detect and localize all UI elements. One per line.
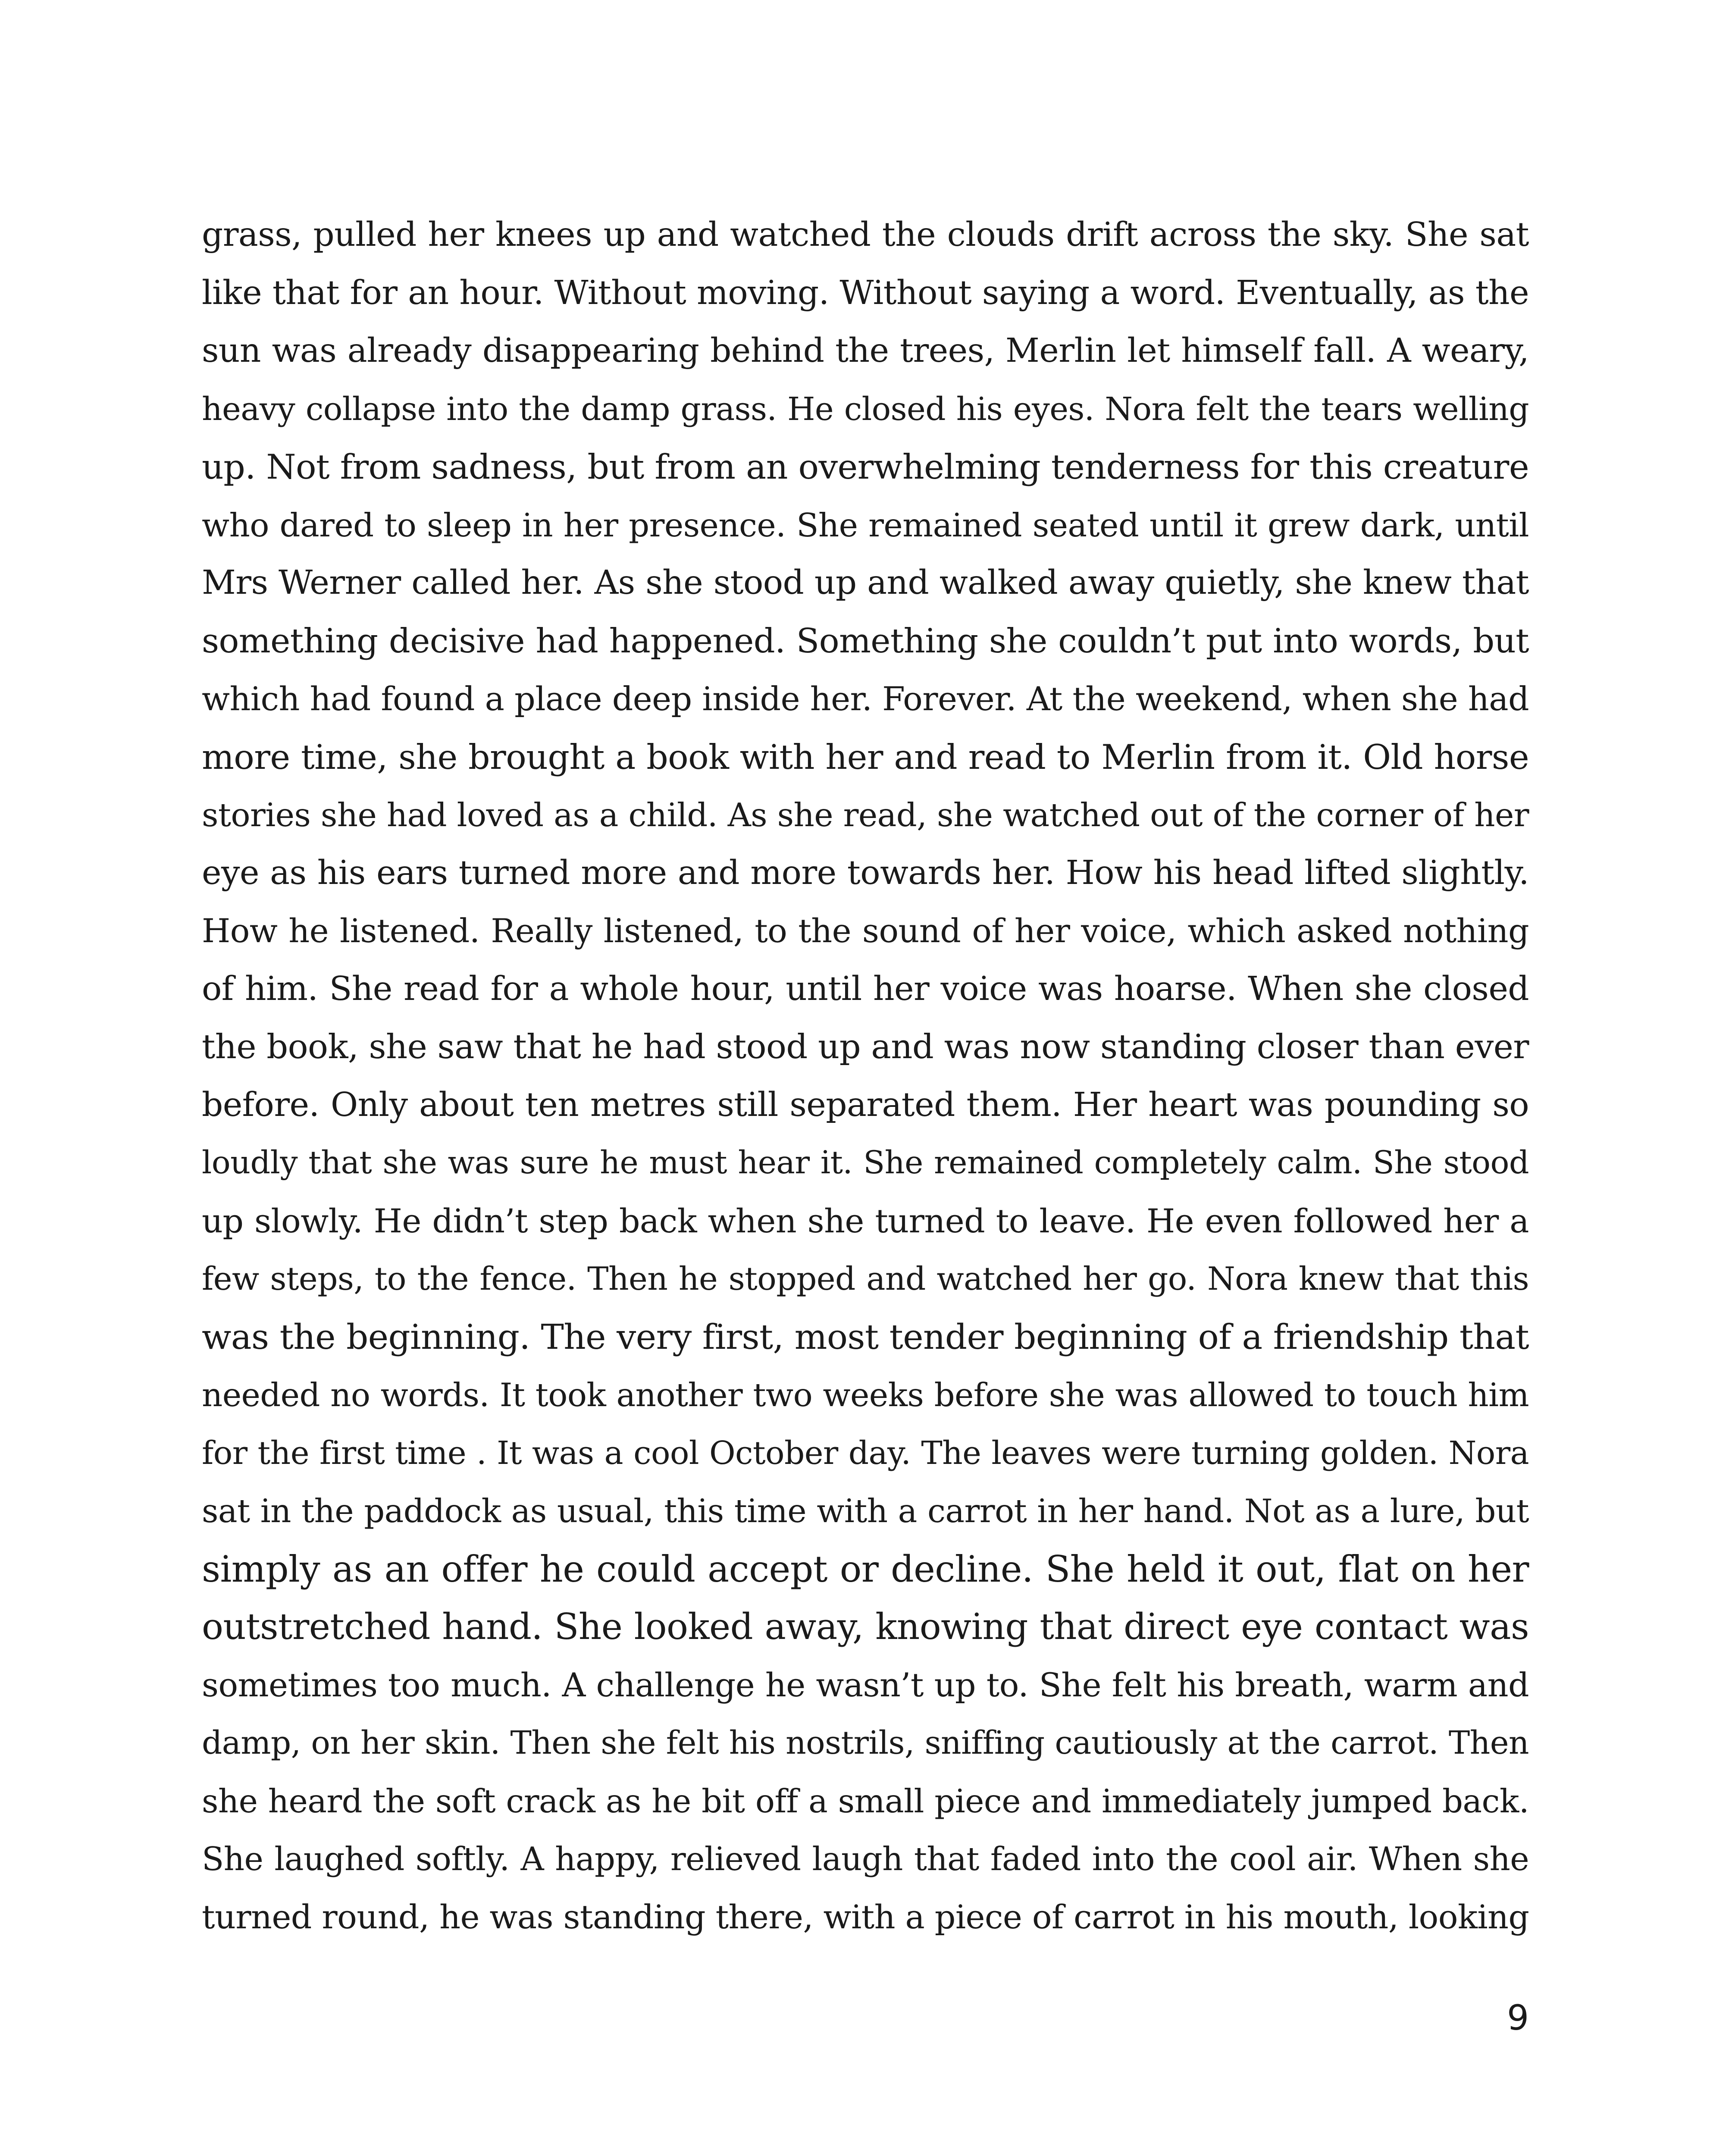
text-line: needed no words. It took another two weeks before she was allowed to touch him [202, 1376, 1529, 1414]
body-text [202, 206, 1529, 1946]
text-line: sat in the paddock as usual, this time with a carrot in her hand. Not as a lure, but [202, 1492, 1529, 1530]
text-line: she heard the soft crack as he bit off a small piece and immediately jumped back. [202, 1782, 1529, 1820]
text-line: loudly that she was sure he must hear it. She remained completely calm. She stood [202, 1144, 1529, 1181]
text-line: sometimes too much. A challenge he wasn’t up to. She felt his breath, warm and [202, 1665, 1529, 1704]
text-line: of him. She read for a whole hour, until her voice was hoarse. When she closed [202, 969, 1529, 1008]
text-line: heavy collapse into the damp grass. He closed his eyes. Nora felt the tears welling [202, 390, 1529, 428]
text-line: simply as an offer he could accept or decline. She held it out, flat on her [202, 1548, 1529, 1590]
text-line: damp, on her skin. Then she felt his nostrils, sniffing cautiously at the carrot. Then [202, 1724, 1529, 1761]
page-number: 9 [1507, 1998, 1529, 2038]
text-line: turned round, he was standing there, with a piece of carrot in his mouth, looking [202, 1897, 1529, 1936]
text-line: more time, she brought a book with her and read to Merlin from it. Old horse [202, 737, 1529, 777]
text-line: something decisive had happened. Something she couldn’t put into words, but [202, 621, 1529, 661]
text-line: for the first time . It was a cool October day. The leaves were turning golden. Nora [202, 1434, 1529, 1472]
text-line: before. Only about ten metres still separated them. Her heart was pounding so [202, 1085, 1529, 1124]
text-line: How he listened. Really listened, to the sound of her voice, which asked nothing [202, 912, 1529, 950]
text-line: eye as his ears turned more and more towards her. How his head lifted slightly. [202, 853, 1529, 892]
text-line: like that for an hour. Without moving. Without saying a word. Eventually, as the [202, 273, 1529, 312]
text-line: Mrs Werner called her. As she stood up and walked away quietly, she knew that [202, 564, 1529, 602]
text-line: She laughed softly. A happy, relieved laugh that faded into the cool air. When she [202, 1840, 1529, 1878]
text-line: up slowly. He didn’t step back when she turned to leave. He even followed her a [202, 1201, 1529, 1240]
text-line: stories she had loved as a child. As she read, she watched out of the corner of her [202, 796, 1529, 834]
text-line: who dared to sleep in her presence. She remained seated until it grew dark, until [202, 506, 1529, 544]
text-line: grass, pulled her knees up and watched the clouds drift across the sky. She sat [202, 216, 1529, 254]
text-line: sun was already disappearing behind the trees, Merlin let himself fall. A weary, [202, 332, 1529, 370]
text-line: few steps, to the fence. Then he stopped and watched her go. Nora knew that this [202, 1260, 1529, 1297]
text-line: up. Not from sadness, but from an overwhelming tenderness for this creature [202, 447, 1529, 487]
text-line: the book, she saw that he had stood up and was now standing closer than ever [202, 1028, 1529, 1066]
text-line: outstretched hand. She looked away, knowing that direct eye contact was [202, 1606, 1529, 1648]
text-line: which had found a place deep inside her. Forever. At the weekend, when she had [202, 680, 1529, 718]
text-line: was the beginning. The very first, most tender beginning of a friendship that [202, 1316, 1529, 1357]
